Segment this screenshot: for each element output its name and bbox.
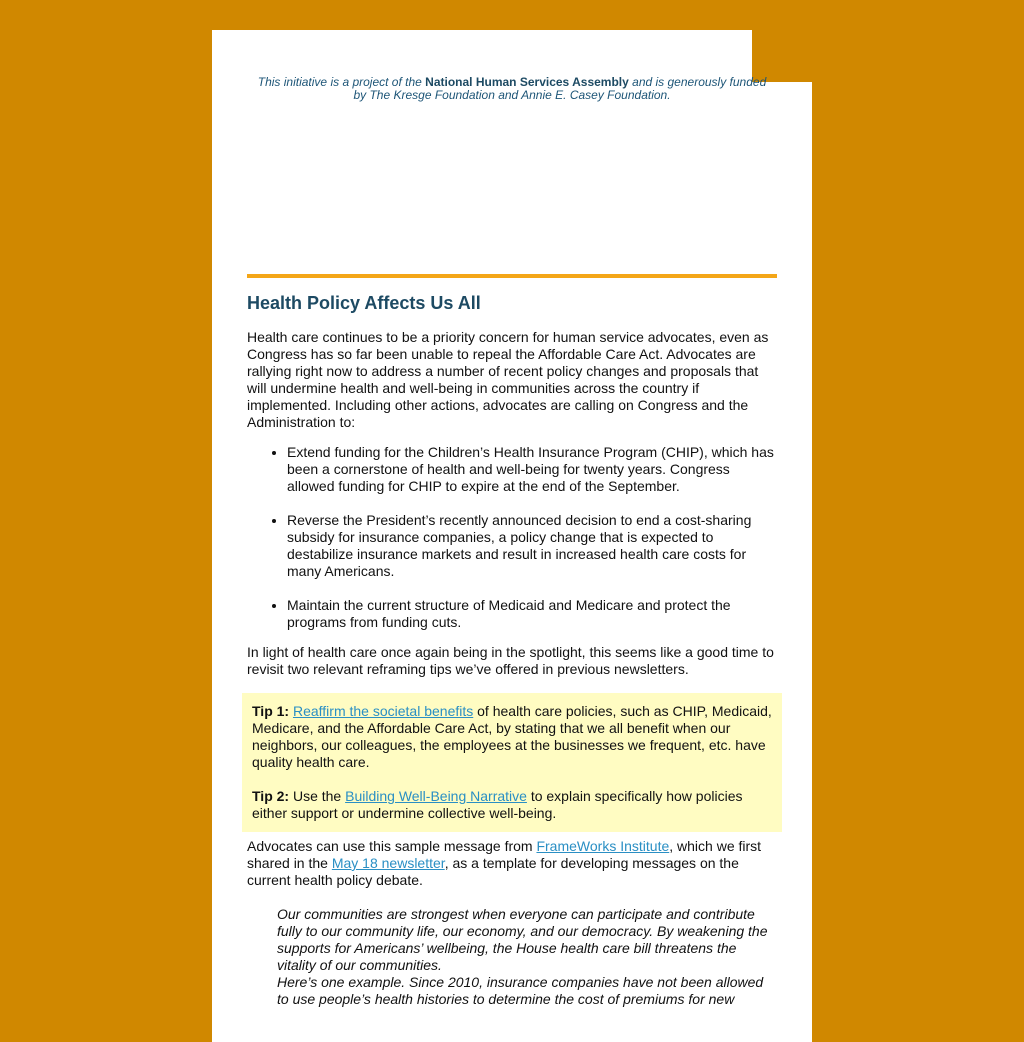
- credit-pre: This initiative is a project of the: [257, 75, 426, 89]
- frameworks-institute-link[interactable]: FrameWorks Institute: [536, 838, 670, 854]
- funding-credit: [247, 76, 777, 102]
- sample-message-quote: [277, 906, 777, 1008]
- sample-pre: Advocates can use this sample message from: [247, 838, 537, 854]
- list-item: • Maintain the current structure of Medicaid and Medicare and protect the programs from funding cuts.: [287, 597, 777, 631]
- sample-post: , as a template for developing messages on the current health policy debate.: [247, 855, 739, 888]
- article-title: Health Policy Affects Us All: [247, 293, 481, 313]
- tip-1-text: of health care policies, such as CHIP, Medicaid, Medicare, and the Affordable Care Act, by stating that we all benefit when our neighbors, our colleagues, the employees at the businesses we frequent, etc. have quality health care.: [252, 703, 772, 770]
- article: [247, 292, 777, 1008]
- sample-mid: , which we first shared in the: [247, 838, 762, 871]
- credit-post: and is generously funded by The Kresge Foundation and Annie E. Casey Foundation.: [353, 75, 767, 102]
- reaffirm-benefits-link[interactable]: Reaffirm the societal benefits: [292, 703, 474, 719]
- tip-2-pre: Use the: [289, 788, 346, 804]
- transition-paragraph: In light of health care once again being in the spotlight, this seems like a good time to revisit two relevant reframing tips we’ve offered in previous newsletters.: [247, 644, 774, 677]
- credit-org: National Human Services Assembly: [425, 75, 629, 89]
- intro-paragraph: Health care continues to be a priority concern for human service advocates, even as Congress has so far been unable to repeal the Affordable Care Act. Advocates are rallying right now to address a number of recent policy changes and proposals that will undermine health and well-being in communities across the country if implemented. Including other actions, advocates are calling on Congress and the Administration to:: [247, 329, 769, 430]
- sample-message-paragraph: [247, 838, 777, 889]
- credit-block: [247, 76, 777, 102]
- may-18-newsletter-link[interactable]: May 18 newsletter: [331, 855, 445, 871]
- tip-2-label: Tip 2:: [252, 788, 290, 804]
- advocacy-list: [247, 444, 777, 631]
- quote-paragraph-2: Here’s one example. Since 2010, insurance companies have not been allowed to use people’s health histories to determine the cost of premiums for new: [277, 974, 764, 1007]
- quote-paragraph-1: Our communities are strongest when everyone can participate and contribute fully to our community life, our economy, and our democracy. By weakening the supports for Americans’ wellbeing, the House health care bill threatens the vitality of our communities.: [277, 906, 768, 973]
- list-item: • Reverse the President’s recently announced decision to end a cost-sharing subsidy for insurance companies, a policy change that is expected to destabilize insurance markets and result in increased health care costs for many Americans.: [287, 512, 777, 580]
- tip-2-text: to explain specifically how policies either support or undermine collective well-being.: [252, 788, 743, 821]
- newsletter-sheet: [212, 75, 812, 1042]
- well-being-narrative-link[interactable]: Building Well-Being Narrative: [345, 788, 527, 804]
- tip-2: [252, 788, 772, 822]
- list-item: • Extend funding for the Children’s Health Insurance Program (CHIP), which has been a cornerstone of health and well-being for twenty years. Congress allowed funding for CHIP to expire at the end of the September.: [287, 444, 777, 495]
- tips-box: [242, 693, 782, 832]
- accent-divider: [247, 274, 777, 278]
- tip-1: [252, 703, 772, 771]
- tip-1-label: Tip 1:: [252, 703, 290, 719]
